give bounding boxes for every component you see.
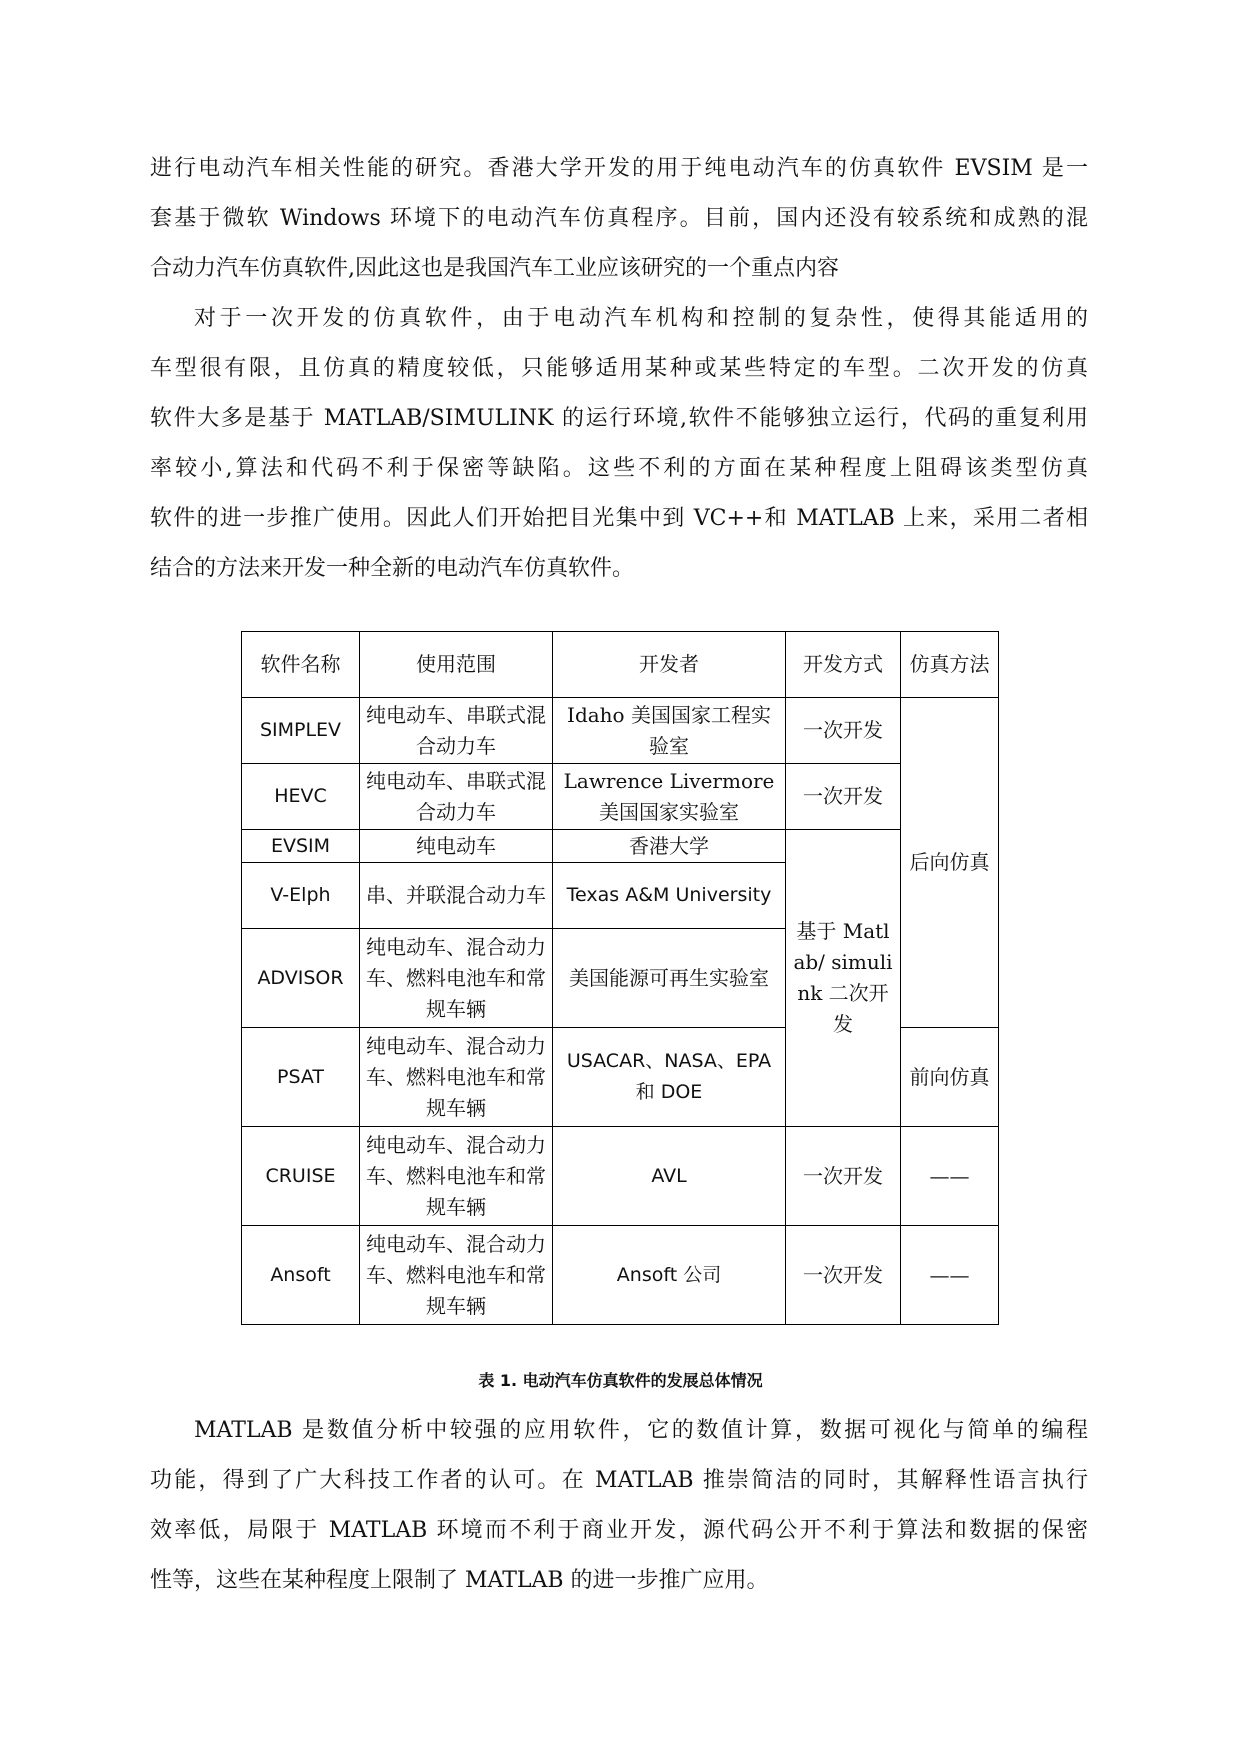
scope-cell: 串、并联混合动力车: [360, 863, 553, 929]
text-line: 性等，这些在某种程度上限制了 MATLAB 的进一步推广应用。: [150, 1568, 769, 1593]
sim-cell: ——: [901, 1226, 999, 1325]
paragraph-1: [150, 144, 1088, 294]
header-cell: 软件名称: [242, 632, 360, 698]
developer-cell: AVL: [553, 1127, 786, 1226]
forward-sim-cell: 前向仿真: [901, 1028, 999, 1127]
table-row: [242, 1226, 999, 1325]
software-name-cell: SIMPLEV: [242, 698, 360, 764]
developer-cell: Ansoft 公司: [553, 1226, 786, 1325]
header-cell: 仿真方法: [901, 632, 999, 698]
table-row: [242, 830, 999, 863]
software-name-cell: EVSIM: [242, 830, 360, 863]
scope-cell: 纯电动车、混合动力车、燃料电池车和常规车辆: [360, 1127, 553, 1226]
scope-cell: 纯电动车: [360, 830, 553, 863]
software-name-cell: ADVISOR: [242, 929, 360, 1028]
software-name-cell: Ansoft: [242, 1226, 360, 1325]
text-line: 对于一次开发的仿真软件，由于电动汽车机构和控制的复杂性，使得其能适用的: [194, 306, 1088, 331]
table-caption: 表 1. 电动汽车仿真软件的发展总体情况: [478, 1371, 763, 1390]
method-cell: 一次开发: [786, 698, 901, 764]
header-cell: 使用范围: [360, 632, 553, 698]
backward-sim-cell: 后向仿真: [901, 698, 999, 1028]
text-line: MATLAB 是数值分析中较强的应用软件，它的数值计算，数据可视化与简单的编程: [194, 1418, 1088, 1443]
scope-cell: 纯电动车、串联式混合动力车: [360, 764, 553, 830]
developer-cell: Lawrence Livermore 美国国家实验室: [553, 764, 786, 830]
text-line: 软件的进一步推广使用。因此人们开始把目光集中到 VC++和 MATLAB 上来，采用二者相: [150, 506, 1088, 531]
sim-cell: ——: [901, 1127, 999, 1226]
table-row: [242, 1127, 999, 1226]
developer-cell: 香港大学: [553, 830, 786, 863]
header-cell: 开发方式: [786, 632, 901, 698]
text-line: 功能，得到了广大科技工作者的认可。在 MATLAB 推崇简洁的同时，其解释性语言执行: [150, 1468, 1088, 1493]
method-cell: 一次开发: [786, 1127, 901, 1226]
text-line: 效率低，局限于 MATLAB 环境而不利于商业开发，源代码公开不利于算法和数据的保密: [150, 1518, 1088, 1543]
text-line: 结合的方法来开发一种全新的电动汽车仿真软件。: [150, 556, 635, 581]
table-header-row: [242, 632, 999, 698]
developer-cell: 美国能源可再生实验室: [553, 929, 786, 1028]
header-cell: 开发者: [553, 632, 786, 698]
text-line: 软件大多是基于 MATLAB/SIMULINK 的运行环境,软件不能够独立运行，代码的重复利用: [150, 406, 1088, 431]
software-table: [241, 631, 999, 1325]
method-cell: 一次开发: [786, 1226, 901, 1325]
text-line: 套基于微软 Windows 环境下的电动汽车仿真程序。目前，国内还没有较系统和成熟的混: [150, 206, 1088, 231]
text-line: 车型很有限，且仿真的精度较低，只能够适用某种或某些特定的车型。二次开发的仿真: [150, 356, 1088, 381]
software-name-cell: CRUISE: [242, 1127, 360, 1226]
paragraph-2: [150, 294, 1088, 594]
software-name-cell: PSAT: [242, 1028, 360, 1127]
merged-method-cell: 基于 Matlab/ simulink 二次开发: [786, 830, 901, 1127]
text-line: 率较小,算法和代码不利于保密等缺陷。这些不利的方面在某种程度上阻碍该类型仿真: [150, 456, 1088, 481]
software-name-cell: HEVC: [242, 764, 360, 830]
paragraph-3: [150, 1406, 1088, 1606]
scope-cell: 纯电动车、串联式混合动力车: [360, 698, 553, 764]
table-row: [242, 764, 999, 830]
software-name-cell: V-Elph: [242, 863, 360, 929]
method-cell: 一次开发: [786, 764, 901, 830]
developer-cell: USACAR、NASA、EPA 和 DOE: [553, 1028, 786, 1127]
developer-cell: Idaho 美国国家工程实验室: [553, 698, 786, 764]
scope-cell: 纯电动车、混合动力车、燃料电池车和常规车辆: [360, 929, 553, 1028]
text-line: 进行电动汽车相关性能的研究。香港大学开发的用于纯电动汽车的仿真软件 EVSIM 是一: [150, 156, 1088, 181]
text-line: 合动力汽车仿真软件,因此这也是我国汽车工业应该研究的一个重点内容: [150, 256, 839, 281]
table-row: [242, 698, 999, 764]
developer-cell: Texas A&M University: [553, 863, 786, 929]
scope-cell: 纯电动车、混合动力车、燃料电池车和常规车辆: [360, 1226, 553, 1325]
scope-cell: 纯电动车、混合动力车、燃料电池车和常规车辆: [360, 1028, 553, 1127]
